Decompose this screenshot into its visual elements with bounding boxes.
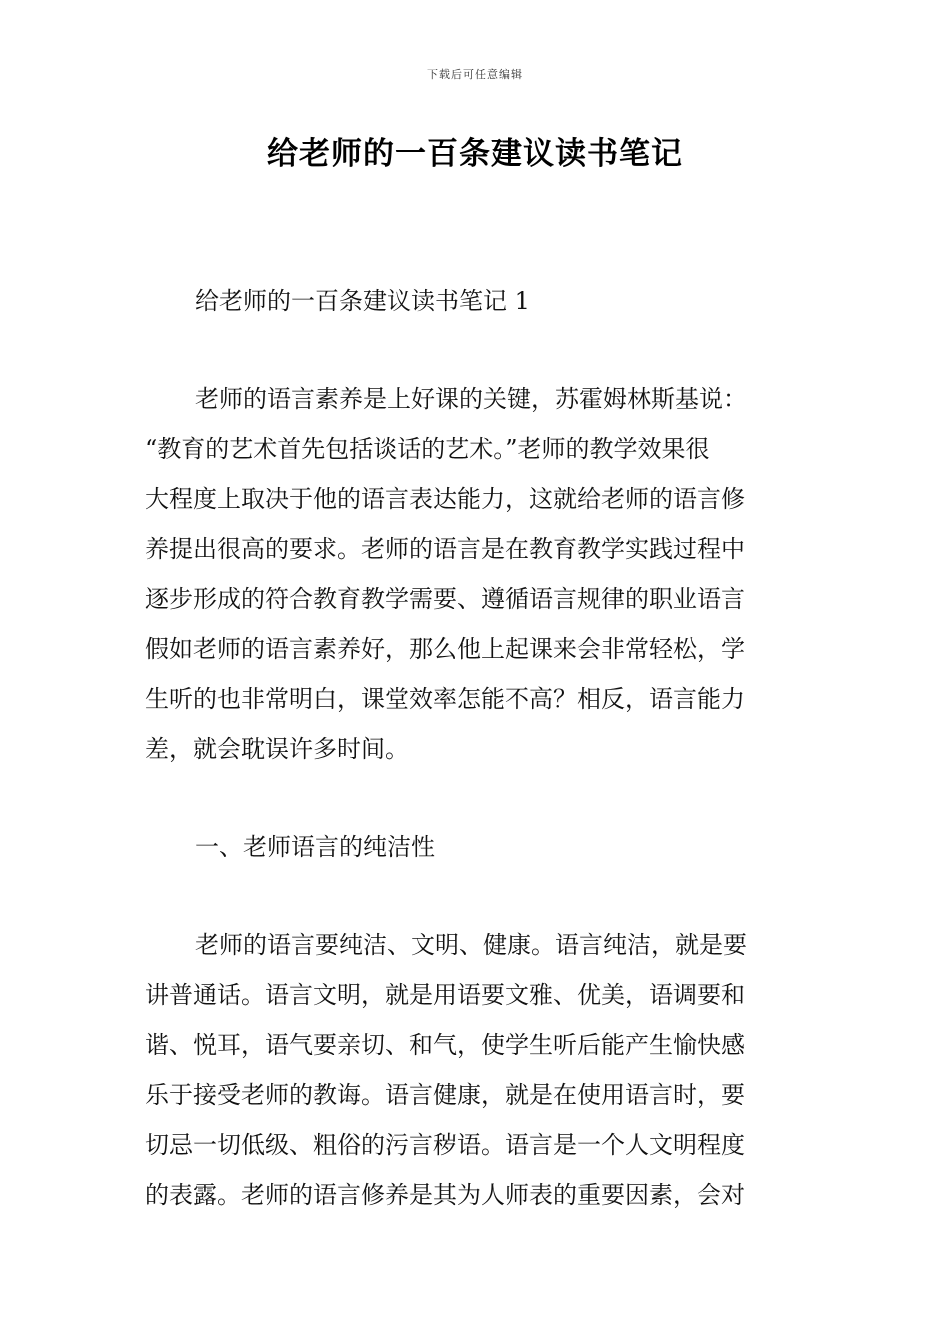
- paragraph-line: 假如老师的语言素养好，那么他上起课来会非常轻松，学: [145, 635, 745, 663]
- paragraph-line: 老师的语言要纯洁、文明、健康。语言纯洁，就是要: [195, 931, 747, 959]
- paragraph-line: 差，就会耽误许多时间。: [145, 735, 409, 763]
- document-title: 给老师的一百条建议读书笔记: [267, 136, 683, 172]
- header-note: 下载后可任意编辑: [427, 68, 523, 81]
- paragraph-1: [145, 374, 807, 774]
- paragraph-line: 老师的语言素养是上好课的关键，苏霍姆林斯基说：: [195, 385, 747, 413]
- paragraph-2: [145, 920, 807, 1220]
- paragraph-line: 谐、悦耳，语气要亲切、和气，使学生听后能产生愉快感: [145, 1031, 745, 1059]
- paragraph-line: 逐步形成的符合教育教学需要、遵循语言规律的职业语言: [145, 585, 745, 613]
- paragraph-line: 讲普通话。语言文明，就是用语要文雅、优美，语调要和: [145, 981, 745, 1009]
- paragraph-line: 乐于接受老师的教诲。语言健康，就是在使用语言时，要: [145, 1081, 745, 1109]
- paragraph-line: 大程度上取决于他的语言表达能力，这就给老师的语言修: [145, 485, 745, 513]
- subheading-purity: 一、老师语言的纯洁性: [195, 833, 435, 861]
- paragraph-line: “教育的艺术首先包括谈话的艺术。”老师的教学效果很: [145, 435, 710, 463]
- paragraph-line: 切忌一切低级、粗俗的污言秽语。语言是一个人文明程度: [145, 1131, 745, 1159]
- paragraph-line: 生听的也非常明白，课堂效率怎能不高？相反，语言能力: [145, 685, 745, 713]
- paragraph-line: 的表露。老师的语言修养是其为人师表的重要因素，会对: [145, 1181, 745, 1209]
- paragraph-line: 养提出很高的要求。老师的语言是在教育教学实践过程中: [145, 535, 745, 563]
- section-heading: 给老师的一百条建议读书笔记 1: [195, 287, 530, 315]
